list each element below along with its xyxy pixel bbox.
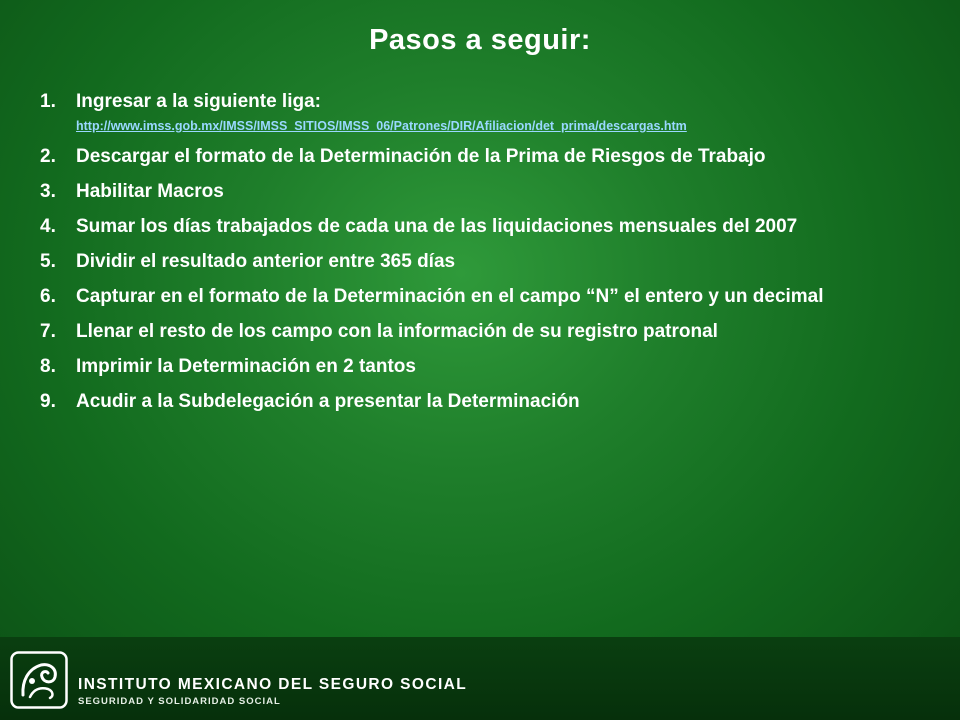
step-item [40,145,940,169]
imss-eagle-logo-icon [10,651,68,709]
slide-title: Pasos a seguir: [369,24,591,56]
footer-banner [0,637,960,720]
step-text: Descargar el formato de la Determinación de la Prima de Riesgos de Trabajo [76,146,766,167]
step-text: Imprimir la Determinación en 2 tantos [76,356,416,377]
step-number: 9. [40,391,56,412]
step-text: Sumar los días trabajados de cada una de las liquidaciones mensuales del 2007 [76,216,798,237]
step-text: Dividir el resultado anterior entre 365 días [76,251,456,272]
step-text: Capturar en el formato de la Determinación en el campo “N” el entero y un decimal [76,286,824,307]
step-item [40,180,940,204]
org-tagline: SEGURIDAD Y SOLIDARIDAD SOCIAL [78,696,281,707]
steps-list [40,90,940,425]
step-number: 1. [40,91,56,112]
step-text: Ingresar a la siguiente liga: [76,91,321,112]
org-name: INSTITUTO MEXICANO DEL SEGURO SOCIAL [78,676,468,693]
step-number: 7. [40,321,56,342]
step-item [40,90,940,134]
step-number: 6. [40,286,56,307]
step-item [40,390,940,414]
step-number: 4. [40,216,56,237]
step-text: Acudir a la Subdelegación a presentar la Determinación [76,391,580,412]
step-number: 2. [40,146,56,167]
step-number: 5. [40,251,56,272]
step-item [40,285,940,309]
step-text: Habilitar Macros [76,181,224,202]
step-item [40,355,940,379]
step-number: 3. [40,181,56,202]
step-text: Llenar el resto de los campo con la información de su registro patronal [76,321,718,342]
step-item [40,215,940,239]
step-item [40,320,940,344]
download-link[interactable]: http://www.imss.gob.mx/IMSS/IMSS_SITIOS/IMSS_06/Patrones/DIR/Afiliacion/det_prima/descargas.htm [76,119,687,133]
step-number: 8. [40,356,56,377]
step-item [40,250,940,274]
